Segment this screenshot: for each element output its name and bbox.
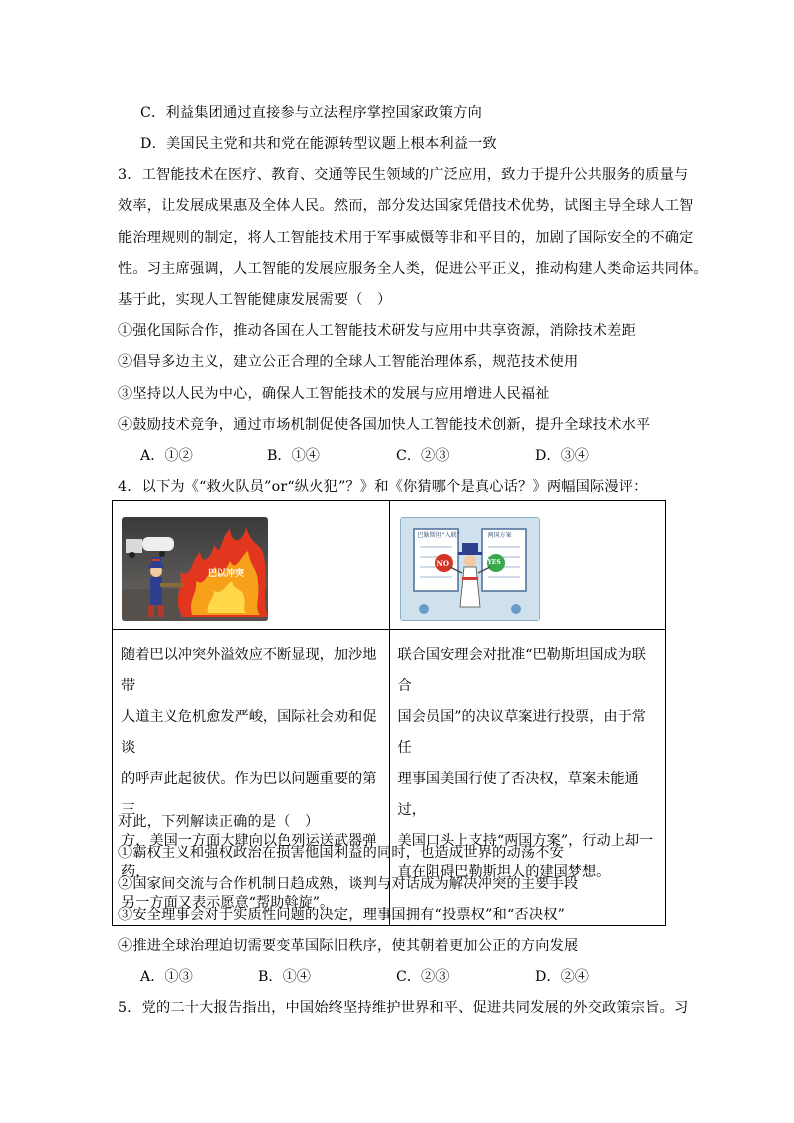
caption-line: 联合国安理会对批准“巴勒斯坦国成为联合 bbox=[397, 647, 646, 694]
caption-line: 方，美国一方面大肆向以色列运送武器弹药， bbox=[121, 833, 377, 880]
q3-statement-4: ④鼓励技术竞争，通过市场机制促使各国加快人工智能技术创新，提升全球技术水平 bbox=[118, 417, 651, 433]
q2-option-c: C．利益集团通过直接参与立法程序掌控国家政策方向 bbox=[140, 105, 482, 121]
caption-line: 随着巴以冲突外溢效应不断显现，加沙地带 bbox=[121, 647, 377, 694]
board-left-label: 巴勒斯坦“入联” bbox=[417, 532, 460, 539]
caption-line: 的呼声此起彼伏。作为巴以问题重要的第三 bbox=[121, 771, 377, 818]
caption-line: 另一方面又表示愿意“帮助斡旋”。 bbox=[121, 895, 335, 911]
caption-line: 国会员国”的决议草案进行投票，由于常任 bbox=[397, 709, 646, 756]
caption-line: 理事国美国行使了否决权，草案未能通过， bbox=[397, 771, 639, 818]
q3-stem-line: 性。习主席强调，人工智能的发展应服务全人类，促进公平正义，推动构建人类命运共同体。 bbox=[118, 261, 708, 277]
q3-option-a[interactable]: A．①② bbox=[140, 448, 193, 464]
q4-option-a[interactable]: A．①③ bbox=[140, 969, 193, 985]
caption-line: 美国口头上支持“两国方案”，行动上却一 bbox=[397, 833, 654, 849]
q3-option-d[interactable]: D．③④ bbox=[535, 448, 589, 464]
q3-stem-line: 3．工智能技术在医疗、教育、交通等民生领域的广泛应用，致力于提升公共服务的质量与 bbox=[118, 167, 689, 183]
q4-option-d[interactable]: D．②④ bbox=[535, 969, 589, 985]
q3-statement-2: ②倡导多边主义，建立公正合理的全球人工智能治理体系，规范技术使用 bbox=[118, 354, 579, 370]
q3-stem-line: 基于此，实现人工智能健康发展需要（ ） bbox=[118, 292, 392, 308]
cartoon-right-cell bbox=[389, 501, 666, 630]
cartoon-left-cell bbox=[113, 501, 390, 630]
q3-stem-line: 能治理规则的制定，将人工智能技术用于军事威慑等非和平目的，加剧了国际安全的不确定 bbox=[118, 230, 694, 246]
q4-statement-3: ③安全理事会对于实质性问题的决定，理事国拥有“投票权”和“否决权” bbox=[118, 907, 566, 923]
fire-cartoon-image bbox=[122, 517, 268, 621]
caption-line: 人道主义危机愈发严峻，国际社会劝和促谈 bbox=[121, 709, 377, 756]
q3-statement-1: ①强化国际合作，推动各国在人工智能技术研发与应用中共享资源，消除技术差距 bbox=[118, 323, 636, 339]
q4-intro: 4．以下为《“救火队员”or“纵火犯”？》和《你猜哪个是真心话？》两幅国际漫评： bbox=[118, 479, 648, 495]
board-right-label: 两国方案 bbox=[487, 532, 512, 539]
q3-statement-3: ③坚持以人民为中心，确保人工智能技术的发展与应用增进人民福祉 bbox=[118, 386, 550, 402]
q4-statement-4: ④推进全球治理迫切需要变革国际旧秩序，使其朝着更加公正的方向发展 bbox=[118, 938, 579, 954]
q4-statement-2: ②国家间交流与合作机制日趋成熟，谈判与对话成为解决冲突的主要手段 bbox=[118, 876, 579, 892]
q5-stem-line: 5．党的二十大报告指出，中国始终坚持维护世界和平、促进共同发展的外交政策宗旨。习 bbox=[118, 1000, 689, 1016]
q4-option-b[interactable]: B．①④ bbox=[258, 969, 311, 985]
q4-statement-1: ①霸权主义和强权政治在损害他国利益的同时，也造成世界的动荡不安 bbox=[118, 845, 565, 861]
caption-line: 直在阻碍巴勒斯坦人的建国梦想。 bbox=[397, 864, 611, 880]
q3-option-c[interactable]: C．②③ bbox=[396, 448, 450, 464]
q2-option-d: D．美国民主党和共和党在能源转型议题上根本利益一致 bbox=[140, 136, 497, 152]
no-sign: NO bbox=[436, 559, 449, 568]
q3-option-b[interactable]: B．①④ bbox=[267, 448, 320, 464]
q4-question: 对此，下列解读正确的是（ ） bbox=[118, 814, 320, 830]
yes-sign: YES bbox=[487, 559, 501, 566]
q3-stem-line: 效率，让发展成果惠及全体人民。然而，部分发达国家凭借技术优势，试图主导全球人工智 bbox=[118, 198, 694, 214]
q4-option-c[interactable]: C．②③ bbox=[396, 969, 450, 985]
fire-label: 巴以冲突 bbox=[208, 569, 245, 579]
